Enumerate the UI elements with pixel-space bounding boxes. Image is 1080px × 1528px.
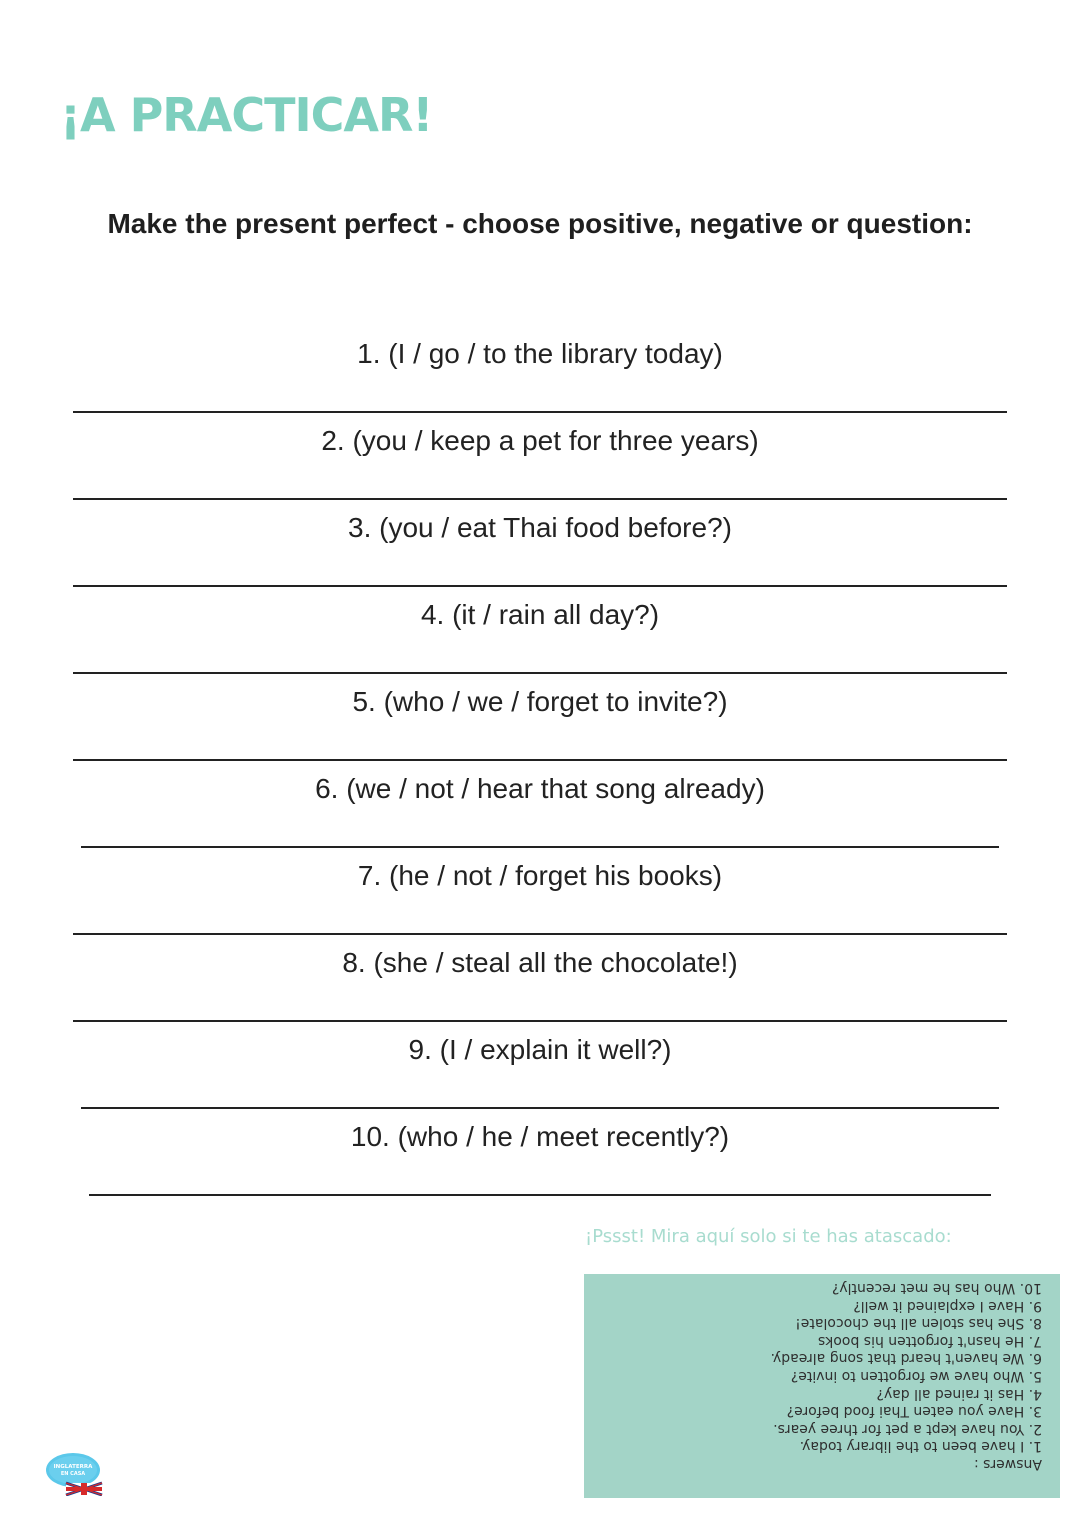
answer-item: 1. I have been to the library today. [799,1438,1042,1455]
exercise-prompt: 6. (we / not / hear that song already) [315,773,765,804]
answers-list [770,1278,1042,1472]
answer-line[interactable] [73,411,1007,413]
exercise-item [0,852,1080,939]
answer-line[interactable] [89,1194,991,1196]
exercise-list [0,330,1080,1200]
answer-item: 6. We haven't heard that song already. [770,1350,1042,1367]
answer-item: 9. Have I explained it well? [853,1297,1042,1314]
exercise-item [0,1026,1080,1113]
exercise-prompt: 4. (it / rain all day?) [420,599,660,630]
hint-text: ¡Pssst! Mira aquí solo si te has atascado: [585,1226,952,1247]
answer-line[interactable] [73,498,1007,500]
answer-item: 8. She has stolen all the chocolate! [795,1315,1042,1332]
exercise-prompt: 5. (who / we / forget to invite?) [352,686,728,717]
answer-item: 5. Who have we forgotten to invite? [790,1368,1042,1385]
exercise-prompt: 1. (I / go / to the library today) [357,338,723,369]
answer-line[interactable] [73,933,1007,935]
instructions: Make the present perfect - choose positive, negative or question: [107,208,973,239]
answer-line[interactable] [81,846,999,848]
exercise-item [0,591,1080,678]
answer-item: 7. He hasn't forgotten his books [817,1332,1042,1349]
exercise-item [0,417,1080,504]
answers-box [584,1274,1060,1498]
exercise-item [0,504,1080,591]
answer-line[interactable] [81,1107,999,1109]
answer-item: 4. Has it rained all day? [876,1385,1042,1402]
exercise-prompt: 8. (she / steal all the chocolate!) [342,947,738,978]
answer-item: 10. Who has he met recently? [831,1280,1042,1297]
answers-heading: Answers : [973,1456,1042,1472]
exercise-item [0,765,1080,852]
answer-line[interactable] [73,759,1007,761]
inglaterra-en-casa-logo [44,1450,106,1496]
exercise-item [0,939,1080,1026]
answer-line[interactable] [73,1020,1007,1022]
exercise-prompt: 2. (you / keep a pet for three years) [321,425,759,456]
exercise-item [0,330,1080,417]
exercise-prompt: 7. (he / not / forget his books) [357,860,723,891]
exercise-prompt: 10. (who / he / meet recently?) [350,1121,730,1152]
answer-line[interactable] [73,585,1007,587]
exercise-prompt: 3. (you / eat Thai food before?) [348,512,732,543]
answer-item: 3. Have you eaten Thai food before? [786,1403,1042,1420]
logo-text-2: EN CASA [60,1471,86,1477]
logo-text-1: INGLATERRA [53,1464,93,1470]
answer-item: 2. You have kept a pet for three years. [773,1420,1042,1437]
answer-line[interactable] [73,672,1007,674]
exercise-prompt: 9. (I / explain it well?) [408,1034,672,1065]
page-title: ¡A PRACTICAR! [60,88,433,142]
exercise-item [0,1113,1080,1200]
exercise-item [0,678,1080,765]
answers-upside-down [584,1274,1060,1498]
